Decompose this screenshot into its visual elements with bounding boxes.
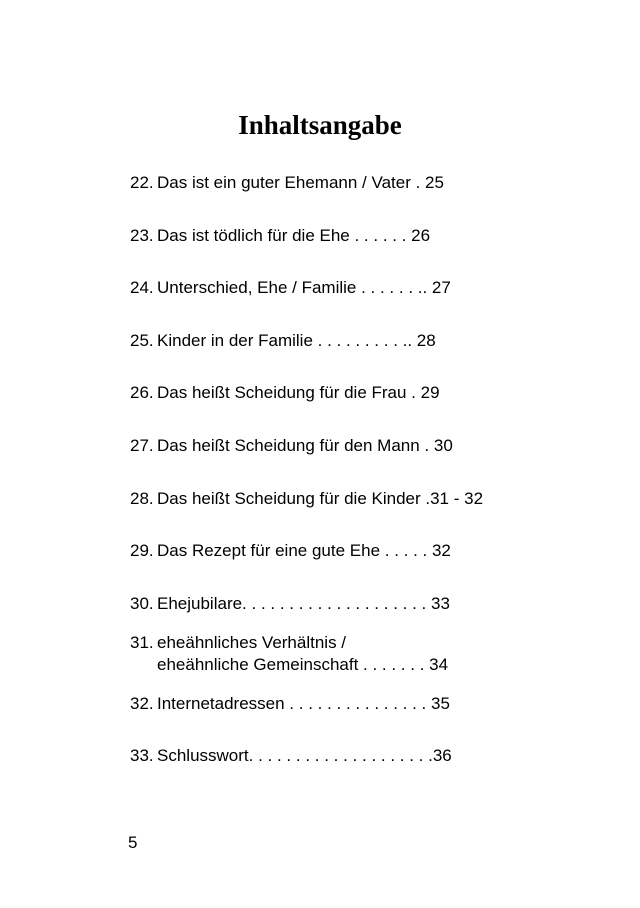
toc-entry-31 <box>130 632 610 676</box>
toc-entry-text: Ehejubilare. . . . . . . . . . . . . . . . . . . . 33 <box>157 593 450 613</box>
toc-entry-26 <box>130 382 610 404</box>
toc-entry-text-line: eheähnliche Gemeinschaft . . . . . . . 34 <box>157 654 449 674</box>
toc-entry-text: Schlusswort. . . . . . . . . . . . . . . . . . . .36 <box>157 746 452 766</box>
toc-entry-text: Kinder in der Familie . . . . . . . . . .. 28 <box>157 330 436 350</box>
toc-entry-number: 24. <box>130 278 154 298</box>
toc-entry-number: 23. <box>130 225 154 245</box>
toc-entry-text: Das heißt Scheidung für den Mann . 30 <box>157 435 453 455</box>
toc-entry-32 <box>130 693 610 715</box>
toc-entry-number: 29. <box>130 541 154 561</box>
toc-entry-23 <box>130 225 610 247</box>
page-title: Inhaltsangabe <box>238 110 402 140</box>
toc-entry-number: 26. <box>130 383 154 403</box>
toc-entry-27 <box>130 435 610 457</box>
toc-entry-28 <box>130 488 610 510</box>
toc-entry-number: 30. <box>130 593 154 613</box>
toc-entry-22 <box>130 172 610 194</box>
toc-entry-text <box>130 632 610 676</box>
toc-entry-text: Das heißt Scheidung für die Frau . 29 <box>157 383 440 403</box>
toc-entry-number: 27. <box>130 435 154 455</box>
toc-entry-text: Das ist ein guter Ehemann / Vater . 25 <box>157 173 444 192</box>
toc-entry-29 <box>130 540 610 562</box>
toc-entry-text: Internetadressen . . . . . . . . . . . . . . . 35 <box>157 693 450 713</box>
toc-entry-text-line: eheähnliches Verhältnis / <box>157 632 347 652</box>
toc-entry-number: 32. <box>130 693 154 713</box>
toc-entry-24 <box>130 277 610 299</box>
toc-entry-number: 31. <box>130 632 154 652</box>
toc-entry-33 <box>130 745 610 767</box>
table-of-contents <box>130 172 610 798</box>
toc-entry-text: Das ist tödlich für die Ehe . . . . . . 26 <box>157 225 431 245</box>
toc-entry-number: 25. <box>130 330 154 350</box>
toc-entry-number: 28. <box>130 488 154 508</box>
toc-entry-25 <box>130 330 610 352</box>
page-number: 5 <box>128 833 138 852</box>
toc-entry-text: Das Rezept für eine gute Ehe . . . . . 32 <box>157 541 451 561</box>
toc-entry-30 <box>130 593 610 615</box>
toc-entry-text: Unterschied, Ehe / Familie . . . . . . .. 27 <box>157 278 451 298</box>
toc-entry-text: Das heißt Scheidung für die Kinder .31 - 32 <box>157 488 484 508</box>
toc-entry-number: 33. <box>130 746 154 766</box>
toc-entry-number: 22. <box>130 173 154 192</box>
